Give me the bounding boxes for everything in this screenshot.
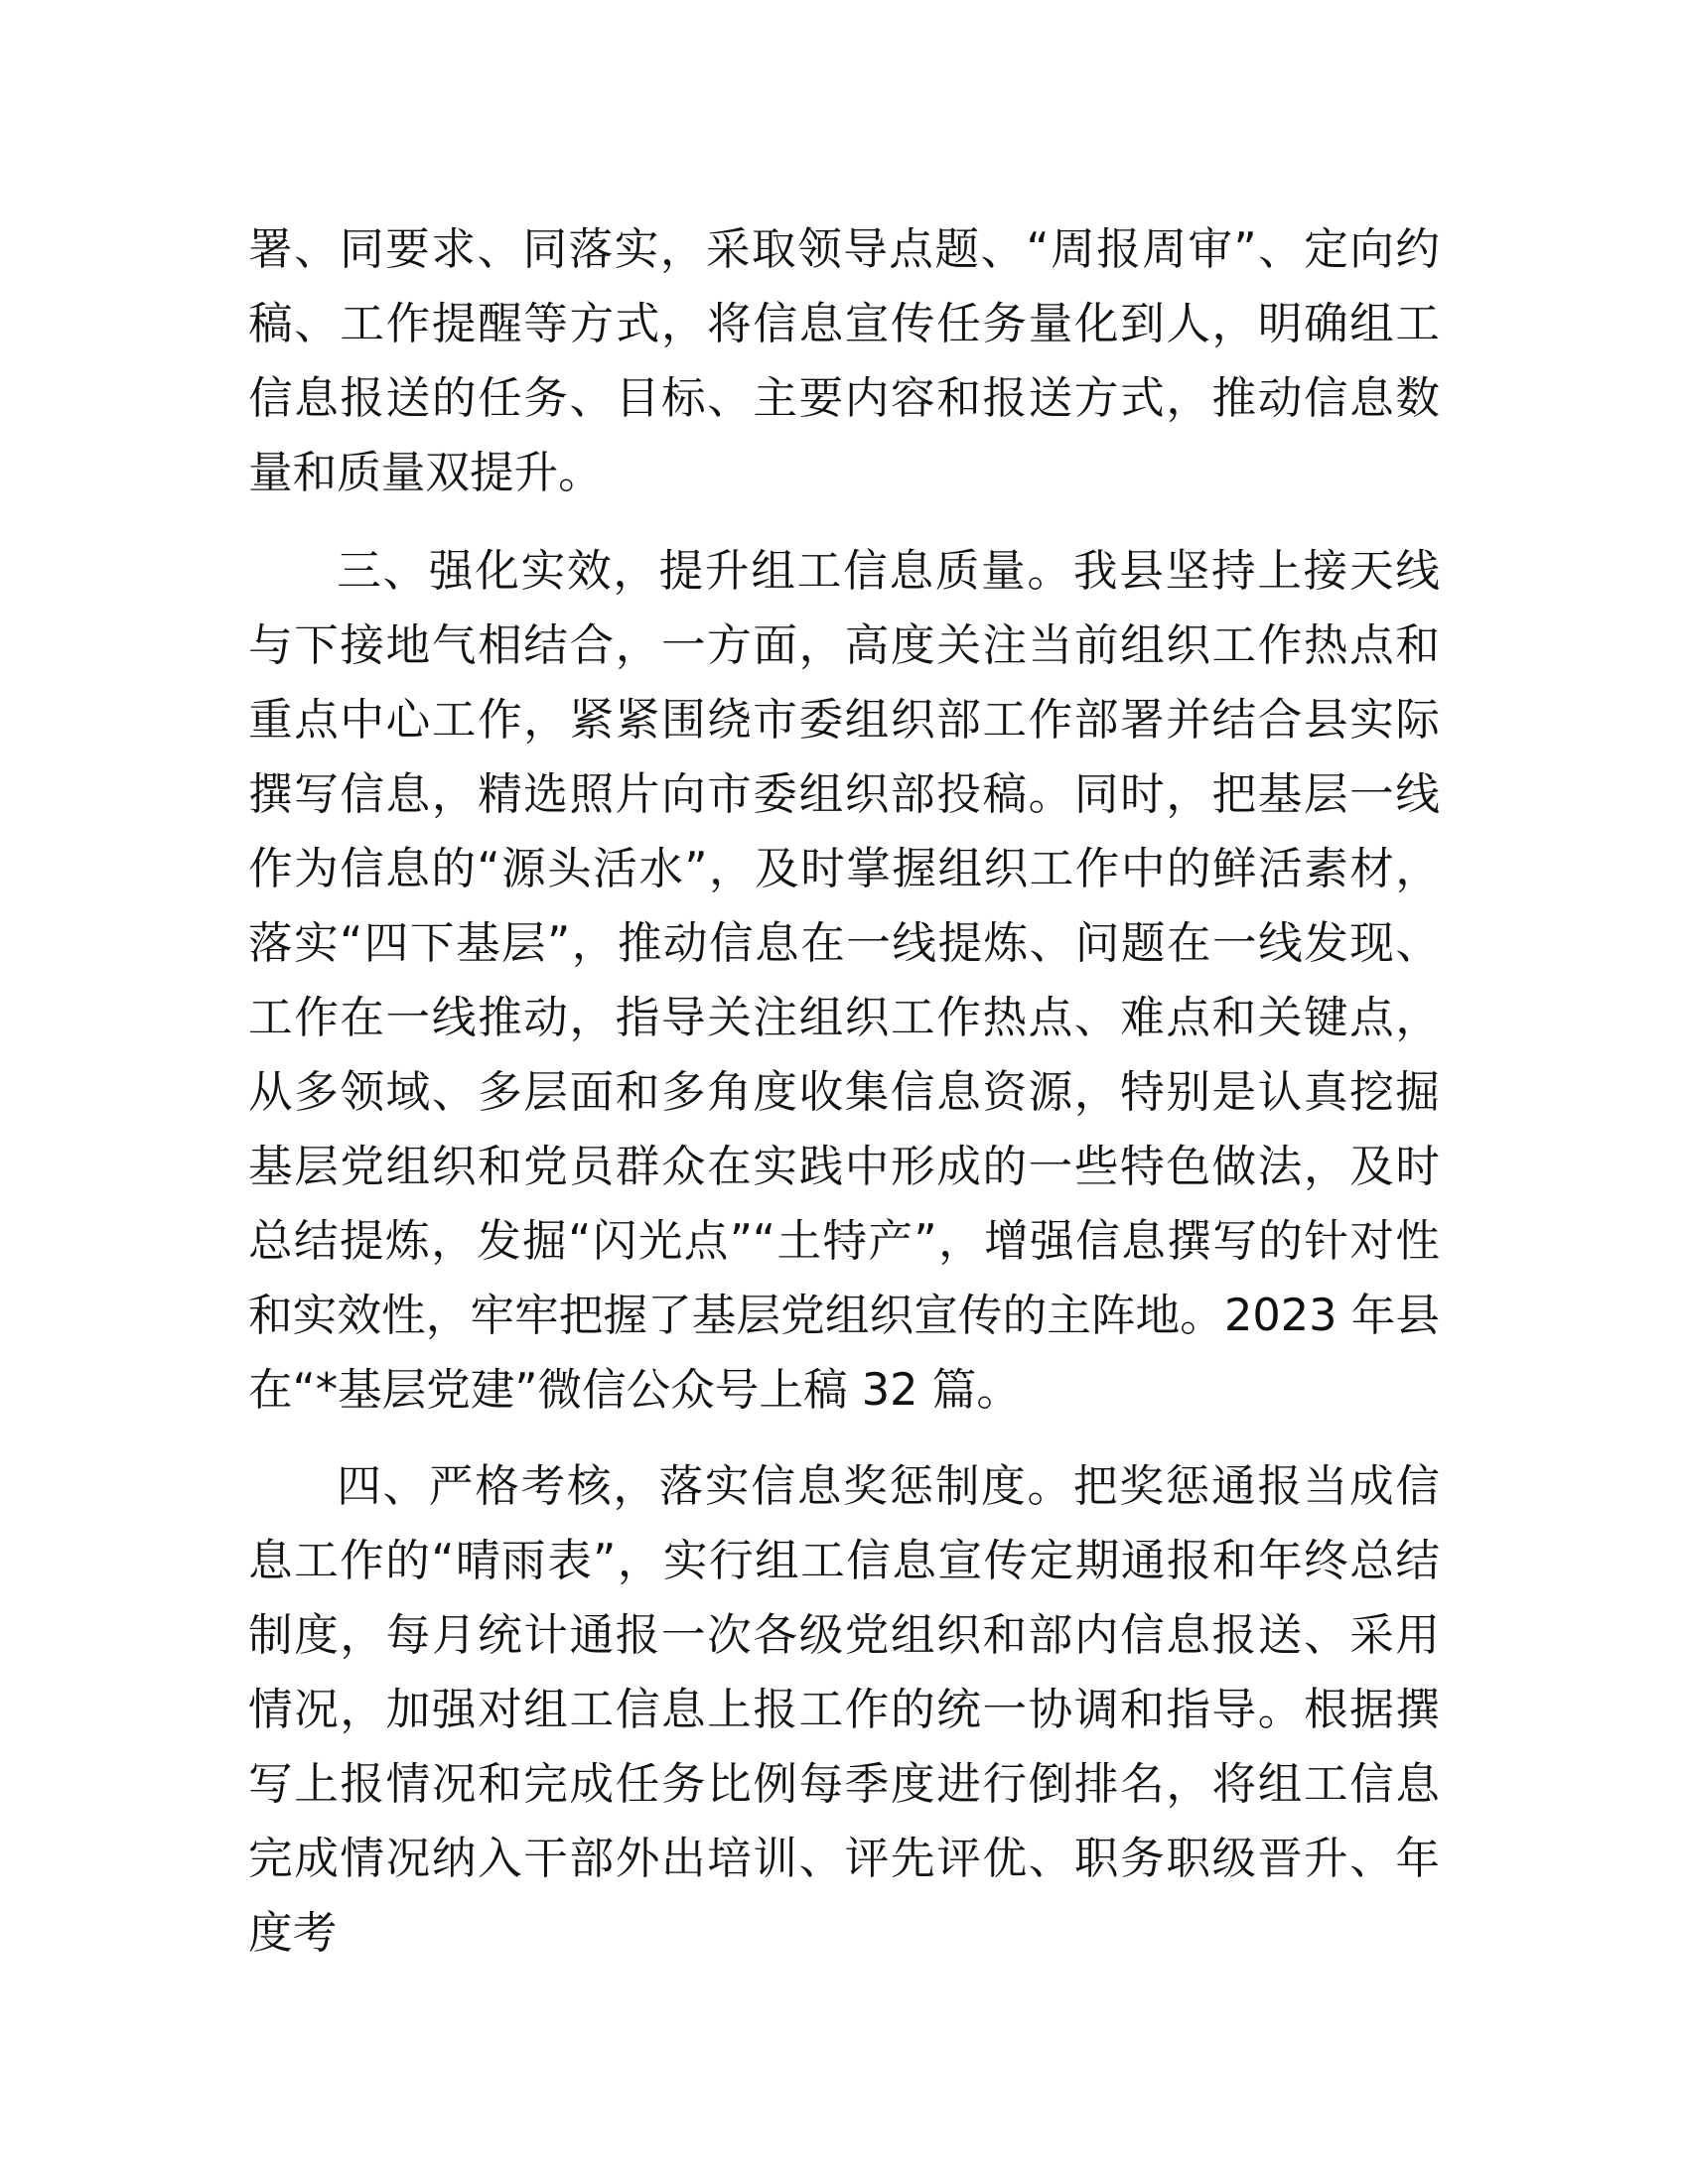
paragraph-section-four: 四、严格考核，落实信息奖惩制度。把奖惩通报当成信息工作的“晴雨表”，实行组工信息宣传定期通报和年终总结制度，每月统计通报一次各级党组织和部内信息报送、采用情况，加强对组工信息上报工作的统一协调和指导。根据撰写上报情况和完成任务比例每季度进行倒排名，将组工信息完成情况纳入干部外出培训、评先评优、职务职级晋升、年度考 <box>248 1460 1440 1959</box>
document-body <box>248 212 1440 1971</box>
paragraph-section-three: 三、强化实效，提升组工信息质量。我县坚持上接天线与下接地气相结合，一方面，高度关注当前组织工作热点和重点中心工作，紧紧围绕市委组织部工作部署并结合县实际撰写信息，精选照片向市委组织部投稿。同时，把基层一线作为信息的“源头活水”，及时掌握组织工作中的鲜活素材，落实“四下基层”，推动信息在一线提炼、问题在一线发现、工作在一线推动，指导关注组织工作热点、难点和关键点，从多领域、多层面和多角度收集信息资源，特别是认真挖掘基层党组织和党员群众在实践中形成的一些特色做法，及时总结提炼，发掘“闪光点”“土特产”，增强信息撰写的针对性和实效性，牢牢把握了基层党组织宣传的主阵地。2023 年县在“*基层党建”微信公众号上稿 32 篇。 <box>248 545 1440 1416</box>
paragraph-continuation: 署、同要求、同落实，采取领导点题、“周报周审”、定向约稿、工作提醒等方式，将信息宣传任务量化到人，明确组工信息报送的任务、目标、主要内容和报送方式，推动信息数量和质量双提升。 <box>248 223 1440 498</box>
